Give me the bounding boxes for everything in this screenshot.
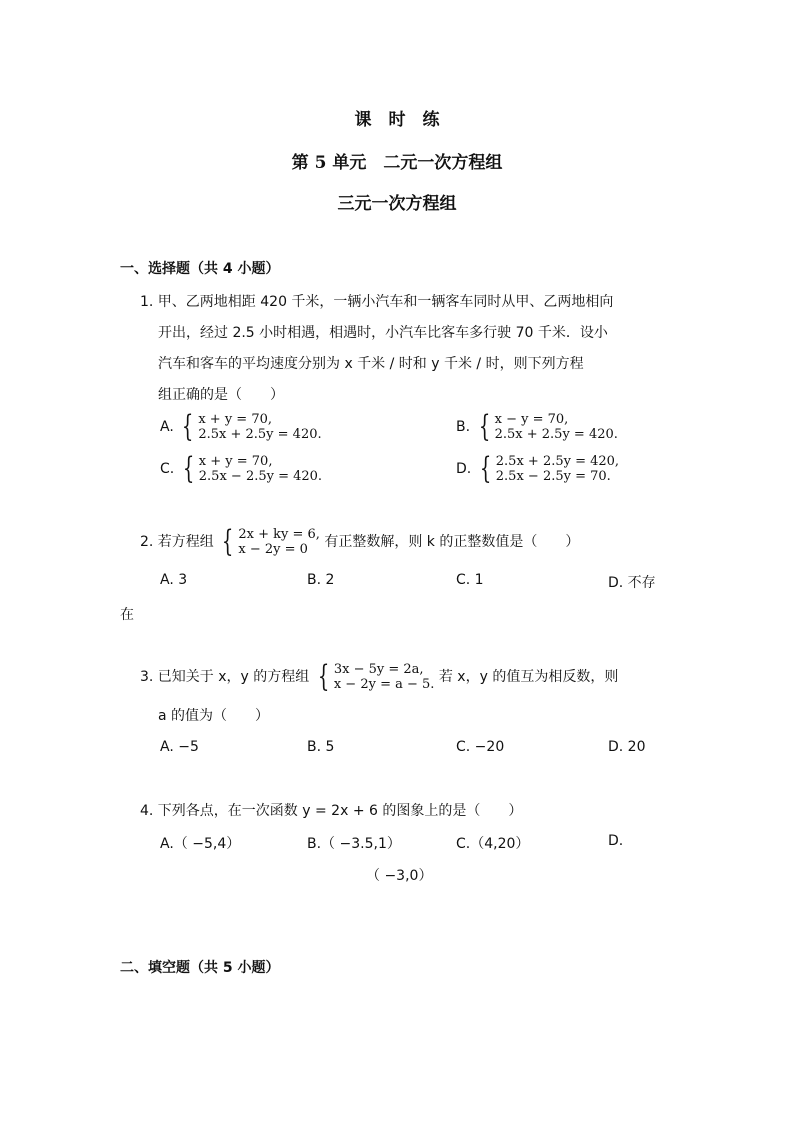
- equation: x + y = 70,: [198, 454, 273, 469]
- q4-option-a[interactable]: A.（ −5,4）: [160, 836, 241, 852]
- equation: 2.5x + 2.5y = 420.: [494, 427, 618, 442]
- option-label: B.: [456, 419, 471, 435]
- lesson-title: 三元一次方程组: [337, 194, 457, 214]
- q1-line3: 汽车和客车的平均速度分别为 x 千米 / 时和 y 千米 / 时，则下列方程: [158, 356, 584, 372]
- equation: x − 2y = a − 5.: [333, 677, 435, 692]
- option-label: D.: [456, 461, 472, 477]
- section-heading-fill: 二、填空题（共 5 小题）: [120, 960, 280, 976]
- unit-title: 第 5 单元 二元一次方程组: [291, 153, 503, 173]
- q2-prefix: 2. 若方程组: [140, 534, 214, 550]
- equation: x + y = 70,: [198, 412, 272, 427]
- equation: 2.5x − 2.5y = 420.: [198, 469, 323, 484]
- equation: 2.5x − 2.5y = 70.: [495, 469, 611, 484]
- q2-suffix: 有正整数解，则 k 的正整数值是（ ）: [324, 534, 580, 550]
- equation: 2x + ky = 6,: [238, 527, 320, 542]
- equation: 3x − 5y = 2a,: [333, 662, 424, 677]
- equation-system: { 3x − 5y = 2a, x − 2y = a − 5.: [317, 659, 435, 694]
- equation-system: { 2.5x + 2.5y = 420, 2.5x − 2.5y = 70.: [479, 451, 620, 486]
- q4-option-c[interactable]: C.（4,20）: [456, 836, 530, 852]
- q4-stem: 4. 下列各点，在一次函数 y = 2x + 6 的图象上的是（ ）: [140, 803, 523, 819]
- equation: x − y = 70,: [494, 412, 569, 427]
- q1-line2: 开出，经过 2.5 小时相遇，相遇时，小汽车比客车多行驶 70 千米．设小: [158, 325, 608, 341]
- q3-suffix: 若 x，y 的值互为相反数，则: [438, 669, 619, 685]
- q4-option-d[interactable]: D.: [608, 833, 624, 849]
- option-label: A.: [160, 419, 174, 435]
- q2-option-d[interactable]: D. 不存: [608, 575, 656, 591]
- equation-system: { x + y = 70, 2.5x − 2.5y = 420.: [182, 451, 323, 486]
- equation: 2.5x + 2.5y = 420,: [495, 454, 620, 469]
- q2-option-c[interactable]: C. 1: [456, 572, 484, 588]
- q4-option-d-value: （ −3,0）: [366, 868, 433, 884]
- q2-option-a[interactable]: A. 3: [160, 572, 188, 588]
- q1-line1: 1. 甲、乙两地相距 420 千米，一辆小汽车和一辆客车同时从甲、乙两地相向: [140, 294, 614, 310]
- q2-option-b[interactable]: B. 2: [307, 572, 335, 588]
- q1-option-a[interactable]: [160, 409, 322, 444]
- q3-line2: a 的值为（ ）: [158, 708, 270, 724]
- equation-system: { x + y = 70, 2.5x + 2.5y = 420.: [182, 409, 322, 444]
- q1-option-b[interactable]: [456, 409, 618, 444]
- q1-option-d[interactable]: [456, 451, 620, 486]
- option-label: C.: [160, 461, 175, 477]
- q3-stem: [140, 659, 619, 694]
- q3-option-d[interactable]: D. 20: [608, 739, 646, 755]
- page-title: 课 时 练: [354, 110, 440, 130]
- q4-option-b[interactable]: B.（ −3.5,1）: [307, 836, 401, 852]
- q2-stem: [140, 524, 580, 559]
- q1-line4: 组正确的是（ ）: [158, 387, 284, 403]
- q3-option-b[interactable]: B. 5: [307, 739, 335, 755]
- equation: 2.5x + 2.5y = 420.: [198, 427, 322, 442]
- equation-system: { 2x + ky = 6, x − 2y = 0: [222, 524, 320, 559]
- q3-prefix: 3. 已知关于 x，y 的方程组: [140, 669, 310, 685]
- q1-option-c[interactable]: [160, 451, 323, 486]
- equation-system: { x − y = 70, 2.5x + 2.5y = 420.: [478, 409, 618, 444]
- q3-option-a[interactable]: A. −5: [160, 739, 199, 755]
- q3-option-c[interactable]: C. −20: [456, 739, 505, 755]
- q2-option-d-wrap: 在: [120, 607, 134, 623]
- equation: x − 2y = 0: [238, 542, 308, 557]
- section-heading-choice: 一、选择题（共 4 小题）: [120, 261, 280, 277]
